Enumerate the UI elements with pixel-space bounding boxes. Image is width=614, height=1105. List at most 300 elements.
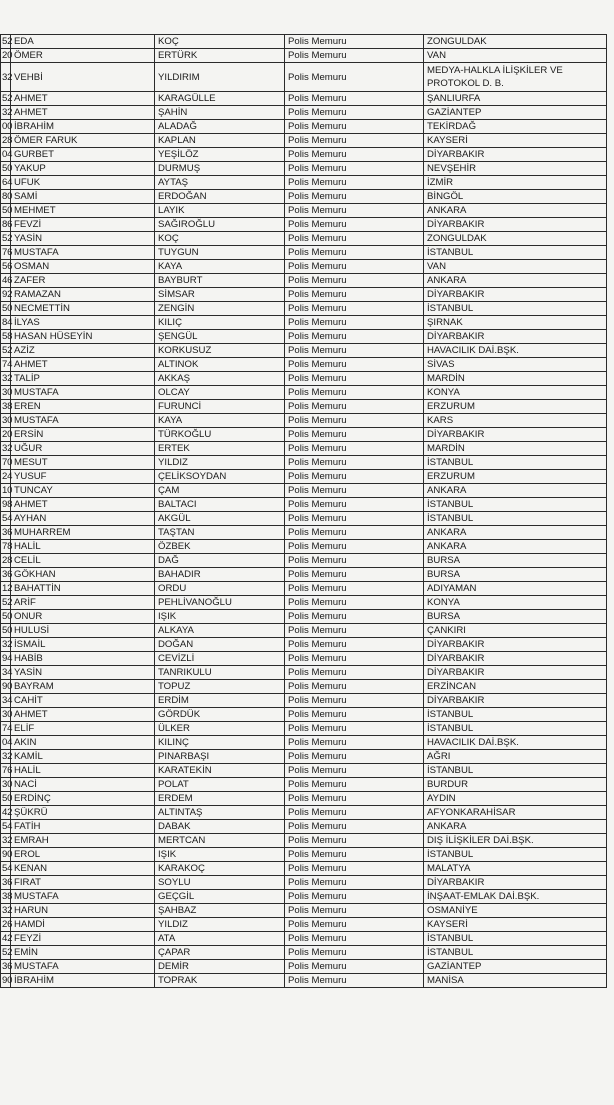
unit-cell: ERZURUM (424, 470, 607, 484)
title-cell: Polis Memuru (285, 330, 424, 344)
row-number-cell: 74 (2, 359, 13, 370)
surname-cell: SOYLU (155, 876, 285, 890)
first-name-cell: KAMİL (11, 750, 155, 764)
title-cell: Polis Memuru (285, 918, 424, 932)
unit-cell: ERZİNCAN (424, 680, 607, 694)
surname-cell: DAĞ (155, 554, 285, 568)
unit-cell: ZONGULDAK (424, 35, 607, 49)
table-row (1, 862, 607, 876)
surname-cell: KILINÇ (155, 736, 285, 750)
first-name-cell: FIRAT (11, 876, 155, 890)
row-number-cell: 42 (2, 933, 13, 944)
unit-cell: AYDIN (424, 792, 607, 806)
first-name-cell: KENAN (11, 862, 155, 876)
unit-cell: KONYA (424, 596, 607, 610)
row-number-cell: 42 (2, 807, 13, 818)
title-cell: Polis Memuru (285, 120, 424, 134)
surname-cell: KOÇ (155, 232, 285, 246)
title-cell: Polis Memuru (285, 498, 424, 512)
row-number-cell: 74 (2, 723, 13, 734)
first-name-cell: MEHMET (11, 204, 155, 218)
first-name-cell: YASİN (11, 666, 155, 680)
unit-cell: KONYA (424, 386, 607, 400)
row-number-cell: 90 (2, 975, 13, 986)
title-cell: Polis Memuru (285, 176, 424, 190)
row-number-cell: 94 (2, 653, 13, 664)
first-name-cell: CAHİT (11, 694, 155, 708)
surname-cell: KAYA (155, 414, 285, 428)
table-row (1, 414, 607, 428)
row-number-cell: 52 (2, 233, 13, 244)
table-row (1, 554, 607, 568)
row-number-cell: 50 (2, 163, 13, 174)
surname-cell: ŞAHİN (155, 106, 285, 120)
row-number-cell: 04 (2, 149, 13, 160)
first-name-cell: MUSTAFA (11, 890, 155, 904)
first-name-cell: ÖMER (11, 49, 155, 63)
personnel-table (0, 34, 607, 988)
row-number-cell: 20 (2, 50, 13, 61)
table-row (1, 49, 607, 63)
title-cell: Polis Memuru (285, 778, 424, 792)
row-number-cell: 50 (2, 303, 13, 314)
unit-cell: BURSA (424, 568, 607, 582)
first-name-cell: İBRAHİM (11, 974, 155, 988)
title-cell: Polis Memuru (285, 316, 424, 330)
table-row (1, 946, 607, 960)
table-row (1, 106, 607, 120)
surname-cell: ŞAHBAZ (155, 904, 285, 918)
first-name-cell: AHMET (11, 358, 155, 372)
title-cell: Polis Memuru (285, 932, 424, 946)
unit-cell: MARDİN (424, 372, 607, 386)
first-name-cell: MUSTAFA (11, 960, 155, 974)
surname-cell: ERDEM (155, 792, 285, 806)
row-number-cell: 32 (2, 107, 13, 118)
first-name-cell: GURBET (11, 148, 155, 162)
title-cell: Polis Memuru (285, 680, 424, 694)
table-row (1, 330, 607, 344)
first-name-cell: OSMAN (11, 260, 155, 274)
row-number-cell: 30 (2, 387, 13, 398)
row-number-cell: 36 (2, 961, 13, 972)
row-number-cell: 52 (2, 345, 13, 356)
surname-cell: ALTINTAŞ (155, 806, 285, 820)
row-number-cell: 24 (2, 471, 13, 482)
first-name-cell: ŞÜKRÜ (11, 806, 155, 820)
table-row (1, 316, 607, 330)
table-row (1, 484, 607, 498)
row-number-cell: 28 (2, 135, 13, 146)
title-cell: Polis Memuru (285, 890, 424, 904)
row-number-cell: 32 (2, 751, 13, 762)
table-row (1, 722, 607, 736)
title-cell: Polis Memuru (285, 358, 424, 372)
title-cell: Polis Memuru (285, 288, 424, 302)
table-row (1, 680, 607, 694)
title-cell: Polis Memuru (285, 582, 424, 596)
first-name-cell: MUHARREM (11, 526, 155, 540)
row-number-cell: 64 (2, 177, 13, 188)
surname-cell: ÜLKER (155, 722, 285, 736)
first-name-cell: FEYZİ (11, 932, 155, 946)
table-row (1, 806, 607, 820)
surname-cell: KORKUSUZ (155, 344, 285, 358)
table-row (1, 162, 607, 176)
row-number-cell: 36 (2, 527, 13, 538)
surname-cell: BAHADIR (155, 568, 285, 582)
title-cell: Polis Memuru (285, 666, 424, 680)
table-row (1, 974, 607, 988)
surname-cell: SAĞIROĞLU (155, 218, 285, 232)
title-cell: Polis Memuru (285, 218, 424, 232)
row-number-cell: 52 (2, 597, 13, 608)
first-name-cell: İLYAS (11, 316, 155, 330)
table-row (1, 176, 607, 190)
first-name-cell: UFUK (11, 176, 155, 190)
unit-cell: ERZURUM (424, 400, 607, 414)
first-name-cell: EMİN (11, 946, 155, 960)
surname-cell: DURMUŞ (155, 162, 285, 176)
first-name-cell: MUSTAFA (11, 414, 155, 428)
table-row (1, 918, 607, 932)
surname-cell: PINARBAŞI (155, 750, 285, 764)
first-name-cell: RAMAZAN (11, 288, 155, 302)
unit-cell: HAVACILIK DAİ.BŞK. (424, 344, 607, 358)
unit-cell: ANKARA (424, 274, 607, 288)
first-name-cell: EROL (11, 848, 155, 862)
unit-cell: DİYARBAKIR (424, 694, 607, 708)
surname-cell: KARATEKİN (155, 764, 285, 778)
row-number-cell: 12 (2, 583, 13, 594)
first-name-cell: ÖMER FARUK (11, 134, 155, 148)
unit-cell: İSTANBUL (424, 946, 607, 960)
title-cell: Polis Memuru (285, 148, 424, 162)
table-row (1, 456, 607, 470)
first-name-cell: ONUR (11, 610, 155, 624)
unit-cell: ANKARA (424, 204, 607, 218)
table-row (1, 274, 607, 288)
title-cell: Polis Memuru (285, 470, 424, 484)
title-cell: Polis Memuru (285, 610, 424, 624)
unit-cell: İSTANBUL (424, 764, 607, 778)
row-number-cell: 56 (2, 261, 13, 272)
row-number-cell: 52 (2, 947, 13, 958)
unit-cell: VAN (424, 260, 607, 274)
first-name-cell: EREN (11, 400, 155, 414)
row-number-cell: 00 (2, 121, 13, 132)
first-name-cell: YUSUF (11, 470, 155, 484)
first-name-cell: NECMETTİN (11, 302, 155, 316)
title-cell: Polis Memuru (285, 414, 424, 428)
row-number-cell: 32 (2, 443, 13, 454)
surname-cell: ERTÜRK (155, 49, 285, 63)
surname-cell: PEHLİVANOĞLU (155, 596, 285, 610)
row-number-cell: 38 (2, 891, 13, 902)
title-cell: Polis Memuru (285, 904, 424, 918)
first-name-cell: HULUSİ (11, 624, 155, 638)
surname-cell: ERDİM (155, 694, 285, 708)
unit-cell: ANKARA (424, 540, 607, 554)
surname-cell: ERTEK (155, 442, 285, 456)
table-row (1, 63, 607, 92)
surname-cell: ALKAYA (155, 624, 285, 638)
title-cell: Polis Memuru (285, 540, 424, 554)
first-name-cell: MESUT (11, 456, 155, 470)
row-number-cell: 76 (2, 247, 13, 258)
surname-cell: TUYGUN (155, 246, 285, 260)
unit-cell: İSTANBUL (424, 722, 607, 736)
title-cell: Polis Memuru (285, 274, 424, 288)
first-name-cell: EDA (11, 35, 155, 49)
surname-cell: GEÇGİL (155, 890, 285, 904)
surname-cell: MERTCAN (155, 834, 285, 848)
unit-cell: DİYARBAKIR (424, 638, 607, 652)
table-row (1, 582, 607, 596)
table-row (1, 386, 607, 400)
row-number-cell: 54 (2, 863, 13, 874)
title-cell: Polis Memuru (285, 63, 424, 92)
unit-cell: BURSA (424, 610, 607, 624)
unit-cell: ADIYAMAN (424, 582, 607, 596)
title-cell: Polis Memuru (285, 946, 424, 960)
table-row (1, 932, 607, 946)
table-row (1, 204, 607, 218)
row-number-cell: 90 (2, 681, 13, 692)
unit-cell: DİYARBAKIR (424, 652, 607, 666)
first-name-cell: EMRAH (11, 834, 155, 848)
title-cell: Polis Memuru (285, 442, 424, 456)
first-name-cell: İSMAİL (11, 638, 155, 652)
table-row (1, 736, 607, 750)
table-row (1, 526, 607, 540)
title-cell: Polis Memuru (285, 876, 424, 890)
surname-cell: GÖRDÜK (155, 708, 285, 722)
table-row (1, 35, 607, 49)
title-cell: Polis Memuru (285, 862, 424, 876)
title-cell: Polis Memuru (285, 246, 424, 260)
title-cell: Polis Memuru (285, 960, 424, 974)
title-cell: Polis Memuru (285, 974, 424, 988)
surname-cell: TOPRAK (155, 974, 285, 988)
unit-cell: DİYARBAKIR (424, 666, 607, 680)
row-number-cell: 50 (2, 625, 13, 636)
table-row (1, 442, 607, 456)
table-row (1, 834, 607, 848)
unit-cell: DİYARBAKIR (424, 428, 607, 442)
unit-cell: BİNGÖL (424, 190, 607, 204)
unit-cell: DİYARBAKIR (424, 876, 607, 890)
title-cell: Polis Memuru (285, 344, 424, 358)
row-number-cell: 58 (2, 331, 13, 342)
surname-cell: KAYA (155, 260, 285, 274)
unit-cell: GAZİANTEP (424, 106, 607, 120)
table-row (1, 288, 607, 302)
title-cell: Polis Memuru (285, 484, 424, 498)
first-name-cell: AZİZ (11, 344, 155, 358)
surname-cell: TOPUZ (155, 680, 285, 694)
unit-cell: DIŞ İLİŞKİLER DAİ.BŞK. (424, 834, 607, 848)
row-number-cell: 36 (2, 877, 13, 888)
title-cell: Polis Memuru (285, 49, 424, 63)
first-name-cell: FEVZİ (11, 218, 155, 232)
unit-cell: KAYSERİ (424, 134, 607, 148)
first-name-cell: GÖKHAN (11, 568, 155, 582)
first-name-cell: NACİ (11, 778, 155, 792)
title-cell: Polis Memuru (285, 372, 424, 386)
surname-cell: LAYIK (155, 204, 285, 218)
title-cell: Polis Memuru (285, 694, 424, 708)
table-row (1, 498, 607, 512)
surname-cell: TAŞTAN (155, 526, 285, 540)
title-cell: Polis Memuru (285, 722, 424, 736)
unit-cell: İSTANBUL (424, 456, 607, 470)
row-number-cell: 10 (2, 485, 13, 496)
page-top-margin (0, 0, 614, 34)
unit-cell: ANKARA (424, 526, 607, 540)
unit-cell: AĞRI (424, 750, 607, 764)
row-number-cell: 50 (2, 611, 13, 622)
row-number-cell: 04 (2, 737, 13, 748)
unit-cell: İSTANBUL (424, 708, 607, 722)
title-cell: Polis Memuru (285, 764, 424, 778)
personnel-table-body (1, 35, 607, 988)
first-name-cell: FATİH (11, 820, 155, 834)
row-number-cell: 52 (2, 36, 13, 47)
surname-cell: ŞENGÜL (155, 330, 285, 344)
surname-cell: BALTACI (155, 498, 285, 512)
table-row (1, 610, 607, 624)
row-number-cell: 32 (2, 835, 13, 846)
table-row (1, 92, 607, 106)
title-cell: Polis Memuru (285, 92, 424, 106)
surname-cell: SİMSAR (155, 288, 285, 302)
unit-cell: HAVACILIK DAİ.BŞK. (424, 736, 607, 750)
surname-cell: YILDIZ (155, 918, 285, 932)
table-row (1, 694, 607, 708)
surname-cell: ÇAPAR (155, 946, 285, 960)
title-cell: Polis Memuru (285, 568, 424, 582)
row-number-cell: 54 (2, 821, 13, 832)
surname-cell: DABAK (155, 820, 285, 834)
row-number-cell: 28 (2, 555, 13, 566)
first-name-cell: HARUN (11, 904, 155, 918)
surname-cell: KOÇ (155, 35, 285, 49)
title-cell: Polis Memuru (285, 526, 424, 540)
table-row (1, 302, 607, 316)
first-name-cell: ELİF (11, 722, 155, 736)
unit-cell: İZMİR (424, 176, 607, 190)
table-row (1, 134, 607, 148)
surname-cell: YILDIRIM (155, 63, 285, 92)
table-row (1, 624, 607, 638)
table-row (1, 960, 607, 974)
title-cell: Polis Memuru (285, 232, 424, 246)
row-number-cell: 90 (2, 849, 13, 860)
unit-cell: DİYARBAKIR (424, 330, 607, 344)
row-number-cell: 26 (2, 919, 13, 930)
table-row (1, 428, 607, 442)
surname-cell: ÖZBEK (155, 540, 285, 554)
unit-cell: DİYARBAKIR (424, 288, 607, 302)
first-name-cell: ERSİN (11, 428, 155, 442)
unit-cell: BURDUR (424, 778, 607, 792)
row-number-cell: 50 (2, 205, 13, 216)
surname-cell: AYTAŞ (155, 176, 285, 190)
table-row (1, 792, 607, 806)
title-cell: Polis Memuru (285, 456, 424, 470)
row-number-cell: 32 (2, 373, 13, 384)
personnel-list-sheet (0, 34, 614, 988)
unit-cell: ÇANKIRI (424, 624, 607, 638)
title-cell: Polis Memuru (285, 162, 424, 176)
unit-cell: KAYSERİ (424, 918, 607, 932)
table-row (1, 848, 607, 862)
table-row (1, 190, 607, 204)
title-cell: Polis Memuru (285, 624, 424, 638)
title-cell: Polis Memuru (285, 134, 424, 148)
row-number-cell: 46 (2, 275, 13, 286)
row-number-cell: 32 (1, 63, 11, 92)
table-row (1, 344, 607, 358)
table-row (1, 778, 607, 792)
first-name-cell: AHMET (11, 106, 155, 120)
row-number-cell: 92 (2, 289, 13, 300)
unit-cell: BURSA (424, 554, 607, 568)
surname-cell: YILDIZ (155, 456, 285, 470)
surname-cell: POLAT (155, 778, 285, 792)
surname-cell: AKKAŞ (155, 372, 285, 386)
unit-cell: AFYONKARAHİSAR (424, 806, 607, 820)
row-number-cell: 30 (2, 415, 13, 426)
table-row (1, 890, 607, 904)
row-number-cell: 30 (2, 779, 13, 790)
first-name-cell: HALİL (11, 764, 155, 778)
first-name-cell: AHMET (11, 92, 155, 106)
table-row (1, 120, 607, 134)
surname-cell: ÇELİKSOYDAN (155, 470, 285, 484)
title-cell: Polis Memuru (285, 652, 424, 666)
surname-cell: IŞIK (155, 610, 285, 624)
unit-cell: NEVŞEHİR (424, 162, 607, 176)
surname-cell: DEMİR (155, 960, 285, 974)
title-cell: Polis Memuru (285, 35, 424, 49)
first-name-cell: MUSTAFA (11, 246, 155, 260)
row-number-cell: 32 (2, 639, 13, 650)
table-row (1, 638, 607, 652)
surname-cell: KILIÇ (155, 316, 285, 330)
title-cell: Polis Memuru (285, 834, 424, 848)
surname-cell: TANRIKULU (155, 666, 285, 680)
row-number-cell: 98 (2, 499, 13, 510)
table-row (1, 372, 607, 386)
surname-cell: TÜRKOĞLU (155, 428, 285, 442)
unit-cell: MEDYA-HALKLA İLİŞKİLER VE PROTOKOL D. B. (424, 63, 607, 92)
surname-cell: KAPLAN (155, 134, 285, 148)
title-cell: Polis Memuru (285, 848, 424, 862)
table-row (1, 568, 607, 582)
title-cell: Polis Memuru (285, 638, 424, 652)
table-row (1, 148, 607, 162)
unit-cell: İSTANBUL (424, 302, 607, 316)
unit-cell: VAN (424, 49, 607, 63)
surname-cell: ALTINOK (155, 358, 285, 372)
first-name-cell: HAMDİ (11, 918, 155, 932)
row-number-cell: 20 (2, 429, 13, 440)
surname-cell: KARAKOÇ (155, 862, 285, 876)
table-row (1, 764, 607, 778)
unit-cell: TEKİRDAĞ (424, 120, 607, 134)
